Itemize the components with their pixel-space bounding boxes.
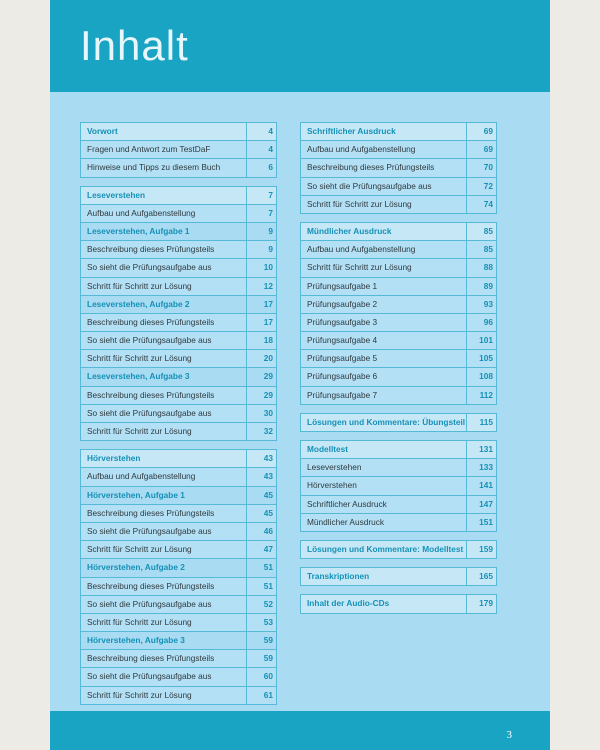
toc-entry bbox=[80, 523, 277, 541]
toc-entry-page: 59 bbox=[246, 632, 276, 649]
toc-entry-label: Prüfungsaufgabe 5 bbox=[307, 353, 378, 364]
toc-entry-page: 179 bbox=[466, 595, 496, 612]
toc-entry bbox=[80, 405, 277, 423]
toc-entry-label: So sieht die Prüfungsaufgabe aus bbox=[87, 525, 212, 536]
toc-entry-label: Prüfungsaufgabe 7 bbox=[307, 389, 378, 400]
toc-entry-page: 9 bbox=[246, 241, 276, 258]
toc-entry-page: 131 bbox=[466, 441, 496, 458]
toc-entry bbox=[80, 596, 277, 614]
toc-entry-page: 17 bbox=[246, 314, 276, 331]
toc-entry bbox=[300, 159, 497, 177]
toc-entry bbox=[80, 350, 277, 368]
toc-entry-page: 133 bbox=[466, 459, 496, 476]
toc-entry-label: Prüfungsaufgabe 2 bbox=[307, 298, 378, 309]
toc-entry-label: So sieht die Prüfungsaufgabe aus bbox=[87, 671, 212, 682]
toc-entry bbox=[300, 332, 497, 350]
toc-subsection-heading bbox=[80, 368, 277, 386]
toc-entry-label: Schritt für Schritt zur Lösung bbox=[87, 689, 192, 700]
toc-entry-label: So sieht die Prüfungsaufgabe aus bbox=[307, 180, 432, 191]
toc-entry-page: 85 bbox=[466, 223, 496, 240]
toc-entry-page: 52 bbox=[246, 596, 276, 613]
toc-section-heading bbox=[80, 449, 277, 468]
toc-entry-label: Hinweise und Tipps zu diesem Buch bbox=[87, 162, 221, 173]
toc-entry-page: 29 bbox=[246, 368, 276, 385]
toc-section-heading bbox=[300, 440, 497, 459]
toc-entry-page: 32 bbox=[246, 423, 276, 440]
toc-entry-label: Hörverstehen, Aufgabe 3 bbox=[87, 635, 185, 646]
toc-entry-label: Hörverstehen bbox=[307, 480, 357, 491]
toc-entry-label: Beschreibung dieses Prüfungsteils bbox=[87, 389, 215, 400]
toc-entry bbox=[80, 314, 277, 332]
toc-section bbox=[300, 594, 497, 613]
toc-entry-label: Prüfungsaufgabe 4 bbox=[307, 335, 378, 346]
toc-entry-page: 45 bbox=[246, 505, 276, 522]
toc-entry-label: Aufbau und Aufgabenstellung bbox=[87, 471, 196, 482]
toc-entry-page: 6 bbox=[246, 159, 276, 176]
toc-entry bbox=[80, 687, 277, 705]
toc-entry-label: Prüfungsaufgabe 3 bbox=[307, 316, 378, 327]
toc-section-heading bbox=[300, 122, 497, 141]
toc-entry-label: So sieht die Prüfungsaufgabe aus bbox=[87, 598, 212, 609]
toc-section bbox=[80, 122, 277, 178]
toc-section bbox=[300, 540, 497, 559]
toc-entry bbox=[80, 332, 277, 350]
toc-entry-label: Mündlicher Ausdruck bbox=[307, 225, 392, 236]
toc-section-heading bbox=[300, 222, 497, 241]
toc-subsection-heading bbox=[80, 487, 277, 505]
toc-entry-page: 47 bbox=[246, 541, 276, 558]
toc-right-column bbox=[300, 122, 497, 622]
toc-entry-page: 69 bbox=[466, 141, 496, 158]
toc-entry-label: Beschreibung dieses Prüfungsteils bbox=[87, 244, 215, 255]
toc-entry-label: Vorwort bbox=[87, 126, 118, 136]
toc-subsection-heading bbox=[80, 223, 277, 241]
toc-entry-label: Hörverstehen bbox=[87, 453, 141, 464]
page-number: 3 bbox=[506, 729, 512, 741]
toc-entry-page: 159 bbox=[466, 541, 496, 558]
toc-entry bbox=[300, 241, 497, 259]
toc-entry-label: Schritt für Schritt zur Lösung bbox=[87, 280, 192, 291]
toc-entry-label: Schritt für Schritt zur Lösung bbox=[307, 262, 412, 273]
toc-entry bbox=[80, 578, 277, 596]
toc-entry-page: 141 bbox=[466, 477, 496, 494]
toc-entry-label: Schritt für Schritt zur Lösung bbox=[87, 353, 192, 364]
toc-entry-label: Beschreibung dieses Prüfungsteils bbox=[87, 316, 215, 327]
toc-entry-label: Schritt für Schritt zur Lösung bbox=[87, 544, 192, 555]
toc-entry-page: 147 bbox=[466, 496, 496, 513]
toc-entry bbox=[80, 614, 277, 632]
toc-entry-label: Hörverstehen, Aufgabe 1 bbox=[87, 489, 185, 500]
toc-entry-label: Beschreibung dieses Prüfungsteils bbox=[87, 507, 215, 518]
toc-entry bbox=[80, 141, 277, 159]
toc-entry-label: Leseverstehen, Aufgabe 1 bbox=[87, 225, 190, 236]
toc-entry-label: Inhalt der Audio-CDs bbox=[307, 598, 390, 609]
toc-entry-label: Schritt für Schritt zur Lösung bbox=[87, 426, 192, 436]
toc-entry-label: So sieht die Prüfungsaufgabe aus bbox=[87, 407, 212, 418]
toc-subsection-heading bbox=[80, 296, 277, 314]
toc-entry bbox=[300, 496, 497, 514]
footer-band bbox=[50, 711, 550, 750]
toc-entry-label: Beschreibung dieses Prüfungsteils bbox=[307, 162, 435, 173]
toc-entry-page: 85 bbox=[466, 241, 496, 258]
toc-entry-page: 18 bbox=[246, 332, 276, 349]
toc-entry-page: 89 bbox=[466, 278, 496, 295]
toc-entry-label: Leseverstehen bbox=[87, 189, 146, 200]
toc-section-heading bbox=[300, 567, 497, 586]
toc-section-heading bbox=[80, 122, 277, 141]
page-title: Inhalt bbox=[80, 22, 189, 69]
toc-entry-page: 4 bbox=[246, 123, 276, 140]
toc-entry bbox=[300, 141, 497, 159]
toc-section bbox=[300, 222, 497, 405]
toc-entry-page: 108 bbox=[466, 368, 496, 385]
toc-entry-label: Aufbau und Aufgabenstellung bbox=[307, 244, 416, 255]
toc-section bbox=[300, 440, 497, 532]
toc-entry-page: 88 bbox=[466, 259, 496, 276]
book-page bbox=[50, 0, 550, 750]
toc-entry-page: 59 bbox=[246, 650, 276, 667]
toc-entry-label: Schriftlicher Ausdruck bbox=[307, 498, 387, 509]
toc-entry-page: 93 bbox=[466, 296, 496, 313]
toc-entry-label: Prüfungsaufgabe 6 bbox=[307, 371, 378, 382]
toc-entry bbox=[300, 196, 497, 214]
toc-entry-page: 72 bbox=[466, 178, 496, 195]
toc-entry-label: Lösungen und Kommentare: Übungsteil bbox=[307, 416, 466, 427]
toc-entry bbox=[80, 387, 277, 405]
toc-entry bbox=[80, 205, 277, 223]
toc-section-heading bbox=[80, 186, 277, 205]
toc-entry-label: Leseverstehen, Aufgabe 3 bbox=[87, 371, 190, 382]
toc-entry bbox=[300, 459, 497, 477]
toc-entry-page: 45 bbox=[246, 487, 276, 504]
toc-entry-page: 43 bbox=[246, 468, 276, 485]
toc-entry-page: 74 bbox=[466, 196, 496, 213]
toc-section bbox=[80, 186, 277, 442]
toc-entry-page: 7 bbox=[246, 205, 276, 222]
toc-entry-page: 9 bbox=[246, 223, 276, 240]
toc-section-heading bbox=[300, 413, 497, 432]
toc-entry bbox=[300, 350, 497, 368]
toc-section bbox=[300, 413, 497, 432]
toc-entry-page: 29 bbox=[246, 387, 276, 404]
toc-entry-page: 112 bbox=[466, 387, 496, 404]
toc-entry-label: Schritt für Schritt zur Lösung bbox=[307, 198, 412, 209]
toc-entry bbox=[300, 514, 497, 532]
toc-entry-label: Mündlicher Ausdruck bbox=[307, 516, 385, 527]
toc-entry-label: Beschreibung dieses Prüfungsteils bbox=[87, 653, 215, 664]
toc-entry-page: 70 bbox=[466, 159, 496, 176]
toc-entry bbox=[300, 314, 497, 332]
toc-entry bbox=[80, 423, 277, 441]
toc-entry-label: Prüfungsaufgabe 1 bbox=[307, 280, 378, 291]
toc-entry-label: Leseverstehen, Aufgabe 2 bbox=[87, 298, 190, 309]
toc-entry-page: 12 bbox=[246, 278, 276, 295]
header-band bbox=[50, 0, 550, 92]
toc-entry-page: 7 bbox=[246, 187, 276, 204]
toc-entry-page: 4 bbox=[246, 141, 276, 158]
toc-section-heading bbox=[300, 594, 497, 613]
toc-entry-label: So sieht die Prüfungsaufgabe aus bbox=[87, 335, 212, 346]
toc-section bbox=[80, 449, 277, 705]
toc-entry bbox=[300, 259, 497, 277]
toc-entry-label: Beschreibung dieses Prüfungsteils bbox=[87, 580, 215, 591]
toc-entry bbox=[80, 541, 277, 559]
toc-subsection-heading bbox=[80, 559, 277, 577]
toc-entry bbox=[80, 650, 277, 668]
toc-entry bbox=[80, 468, 277, 486]
toc-entry-page: 105 bbox=[466, 350, 496, 367]
toc-entry bbox=[300, 296, 497, 314]
toc-entry bbox=[300, 477, 497, 495]
toc-entry-page: 60 bbox=[246, 668, 276, 685]
toc-entry bbox=[80, 505, 277, 523]
toc-entry bbox=[80, 278, 277, 296]
toc-entry-label: So sieht die Prüfungsaufgabe aus bbox=[87, 262, 212, 273]
toc-section-heading bbox=[300, 540, 497, 559]
toc-entry bbox=[300, 368, 497, 386]
toc-subsection-heading bbox=[80, 632, 277, 650]
toc-entry-label: Schritt für Schritt zur Lösung bbox=[87, 616, 192, 627]
toc-entry bbox=[300, 178, 497, 196]
toc-entry bbox=[80, 241, 277, 259]
toc-entry-page: 10 bbox=[246, 259, 276, 276]
toc-entry-page: 115 bbox=[466, 414, 496, 431]
toc-entry-page: 51 bbox=[246, 559, 276, 576]
toc-entry-label: Aufbau und Aufgabenstellung bbox=[87, 207, 196, 218]
toc-entry bbox=[80, 259, 277, 277]
toc-entry bbox=[300, 387, 497, 405]
toc-entry-page: 43 bbox=[246, 450, 276, 467]
toc-entry-page: 53 bbox=[246, 614, 276, 631]
toc-section bbox=[300, 567, 497, 586]
toc-entry-page: 165 bbox=[466, 568, 496, 585]
toc-entry bbox=[80, 668, 277, 686]
toc-entry bbox=[80, 159, 277, 177]
toc-entry-page: 30 bbox=[246, 405, 276, 422]
toc-entry-page: 51 bbox=[246, 578, 276, 595]
toc-left-column bbox=[80, 122, 277, 713]
toc-entry-label: Transkriptionen bbox=[307, 571, 370, 582]
toc-entry-page: 46 bbox=[246, 523, 276, 540]
toc-entry-page: 20 bbox=[246, 350, 276, 367]
toc-entry-label: Aufbau und Aufgabenstellung bbox=[307, 144, 416, 155]
toc-entry-label: Hörverstehen, Aufgabe 2 bbox=[87, 562, 185, 573]
toc-entry-label: Fragen und Antwort zum TestDaF bbox=[87, 144, 211, 155]
toc-entry-label: Leseverstehen bbox=[307, 462, 362, 473]
toc-entry-label: Schriftlicher Ausdruck bbox=[307, 126, 396, 136]
toc-entry-label: Lösungen und Kommentare: Modelltest bbox=[307, 543, 464, 554]
toc-entry-label: Modelltest bbox=[307, 444, 349, 454]
toc-entry-page: 61 bbox=[246, 687, 276, 704]
toc-entry-page: 17 bbox=[246, 296, 276, 313]
toc-entry-page: 96 bbox=[466, 314, 496, 331]
toc-entry-page: 151 bbox=[466, 514, 496, 531]
toc-entry-page: 101 bbox=[466, 332, 496, 349]
toc-section bbox=[300, 122, 497, 214]
toc-entry bbox=[300, 278, 497, 296]
toc-entry-page: 69 bbox=[466, 123, 496, 140]
